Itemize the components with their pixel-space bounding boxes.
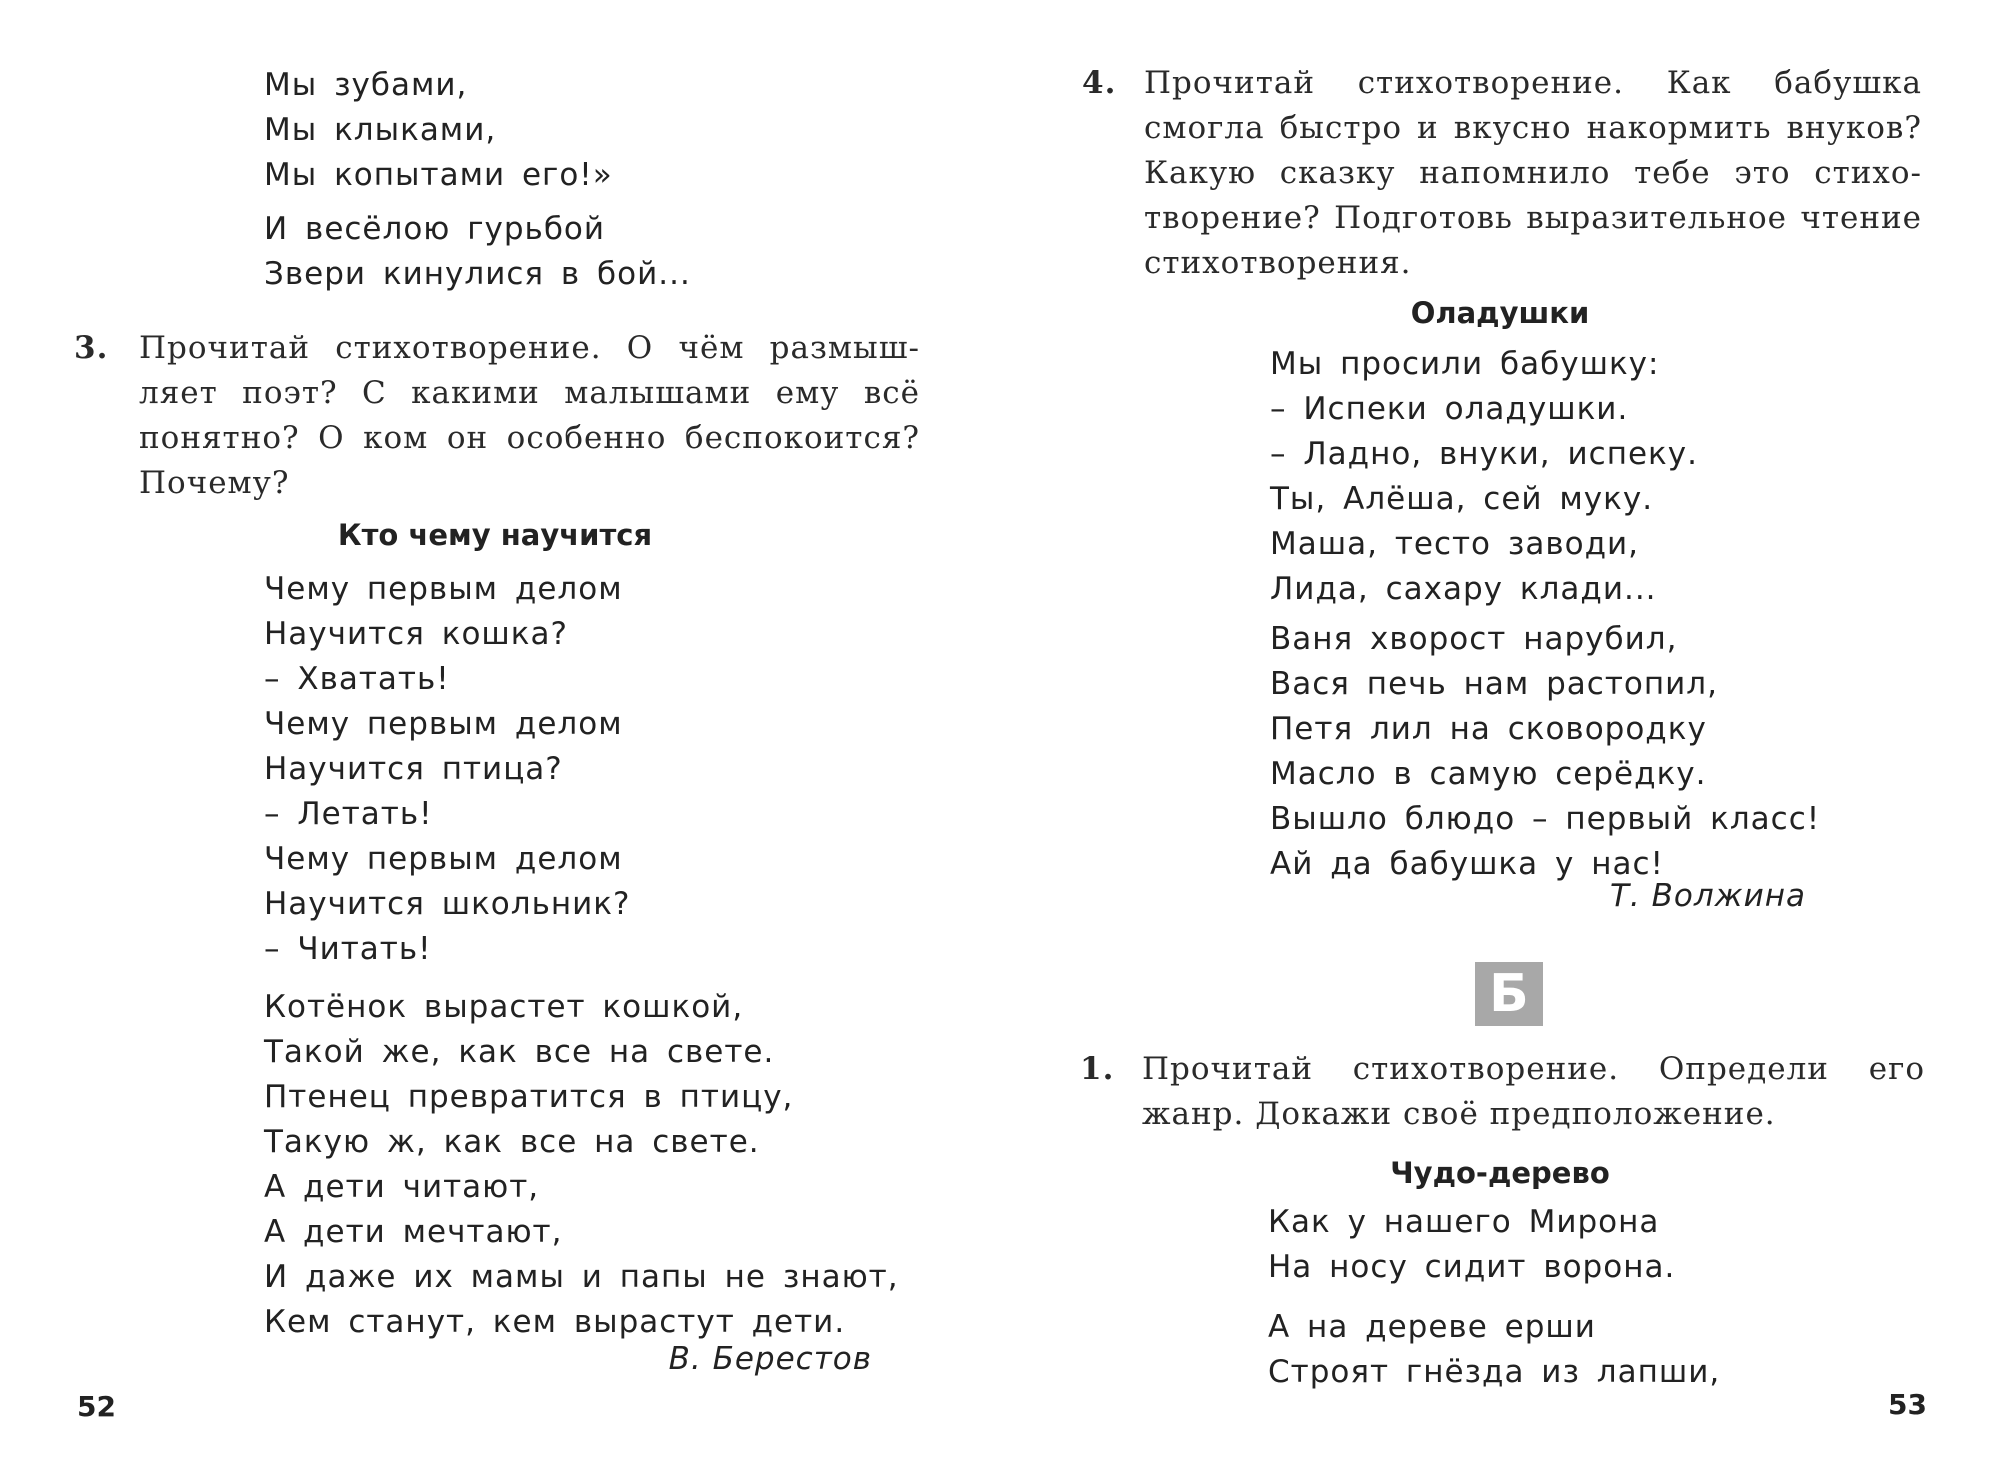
poem-line: Чему первым делом: [264, 706, 623, 742]
poem-line: Вася печь нам растопил,: [1270, 666, 1718, 702]
poem-line: Мы зубами,: [264, 67, 468, 103]
poem-fragment-stanza-2: [264, 207, 691, 297]
poem-line: Строят гнёзда из лапши,: [1268, 1354, 1721, 1390]
poem-line: – Читать!: [264, 931, 432, 967]
poem-line: Такую ж, как все на свете.: [264, 1124, 760, 1160]
poem-2-stanza-1: [1268, 1200, 1675, 1290]
poem-line: Птенец превратится в птицу,: [264, 1079, 794, 1115]
task-text-line: Прочитай стихотворение. Как бабушка: [1144, 65, 1922, 101]
poem-line: Ты, Алёша, сей муку.: [1270, 481, 1654, 517]
poem-line: Чему первым делом: [264, 571, 623, 607]
poem-line: – Ладно, внуки, испеку.: [1270, 436, 1698, 472]
task-text-line: ляет поэт? С какими малышами ему всё: [139, 375, 920, 411]
task-text-line: Прочитай стихотворение. О чём размыш-: [139, 330, 920, 366]
poem-line: Такой же, как все на свете.: [264, 1034, 775, 1070]
poem-line: Мы просили бабушку:: [1270, 346, 1660, 382]
task-text-line: стихотворения.: [1144, 245, 1412, 281]
poem-stanza-1: [1270, 342, 1698, 612]
poem-stanza-2: [264, 985, 899, 1345]
poem-line: Чему первым делом: [264, 841, 623, 877]
poem-line: Научится школьник?: [264, 886, 631, 922]
poem-fragment-stanza-1: [264, 63, 613, 198]
poem-line: – Испеки оладушки.: [1270, 391, 1629, 427]
task-text-line: понятно? О ком он особенно беспокоится?: [139, 420, 920, 456]
task-text-line: жанр. Докажи своё предположение.: [1142, 1096, 1776, 1132]
poem-line: А дети мечтают,: [264, 1214, 563, 1250]
poem-line: Ай да бабушка у нас!: [1270, 846, 1664, 882]
poem-line: Масло в самую серёдку.: [1270, 756, 1707, 792]
poem-line: Вышло блюдо – первый класс!: [1270, 801, 1821, 837]
poem-stanza-1: [264, 567, 630, 972]
task-text-line: творение? Подготовь выразительное чтение: [1144, 200, 1922, 236]
poem-line: А на дереве ерши: [1268, 1309, 1596, 1345]
poem-author: В. Берестов: [668, 1341, 872, 1377]
task-text-line: Какую сказку напомнило тебе это стихо-: [1144, 155, 1922, 191]
poem-line: Мы копытами его!»: [264, 157, 613, 193]
task-number: 3.: [74, 330, 109, 366]
poem-line: Звери кинулися в бой...: [264, 256, 691, 292]
poem-line: Как у нашего Мирона: [1268, 1204, 1660, 1240]
poem-line: – Хватать!: [264, 661, 450, 697]
right-page: [1000, 0, 2000, 1481]
task-text-line: смогла быстро и вкусно накормить внуков?: [1144, 110, 1922, 146]
poem-line: И даже их мамы и папы не знают,: [264, 1259, 899, 1295]
poem-title: Кто чему научится: [337, 518, 653, 552]
poem-line: Кем станут, кем вырастут дети.: [264, 1304, 846, 1340]
poem-2-stanza-2: [1268, 1305, 1720, 1395]
task-1: [1080, 1047, 1925, 1137]
poem-line: Научится птица?: [264, 751, 563, 787]
poem-line: На носу сидит ворона.: [1268, 1249, 1676, 1285]
poem-line: Научится кошка?: [264, 616, 568, 652]
poem-line: Мы клыками,: [264, 112, 497, 148]
poem-line: Маша, тесто заводи,: [1270, 526, 1640, 562]
poem-line: А дети читают,: [264, 1169, 540, 1205]
task-number: 4.: [1082, 65, 1117, 101]
poem-line: И весёлою гурьбой: [264, 211, 606, 247]
poem-title: Чудо-дерево: [1390, 1156, 1610, 1190]
task-3: [74, 326, 920, 506]
task-text-line: Почему?: [139, 465, 290, 501]
section-badge: Б: [1475, 962, 1543, 1026]
poem-line: – Летать!: [264, 796, 433, 832]
poem-line: Котёнок вырастет кошкой,: [264, 989, 744, 1025]
poem-author: Т. Волжина: [1609, 878, 1806, 914]
task-text-line: Прочитай стихотворение. Определи его: [1142, 1051, 1925, 1087]
poem-line: Лида, сахару клади...: [1270, 571, 1657, 607]
poem-stanza-2: [1270, 617, 1820, 887]
task-4: [1082, 61, 1922, 286]
page-number: 53: [1888, 1388, 1927, 1421]
poem-line: Ваня хворост нарубил,: [1270, 621, 1678, 657]
task-number: 1.: [1080, 1051, 1115, 1087]
page-number: 52: [77, 1390, 116, 1423]
poem-line: Петя лил на сковородку: [1270, 711, 1707, 747]
poem-title: Оладушки: [1410, 296, 1590, 330]
